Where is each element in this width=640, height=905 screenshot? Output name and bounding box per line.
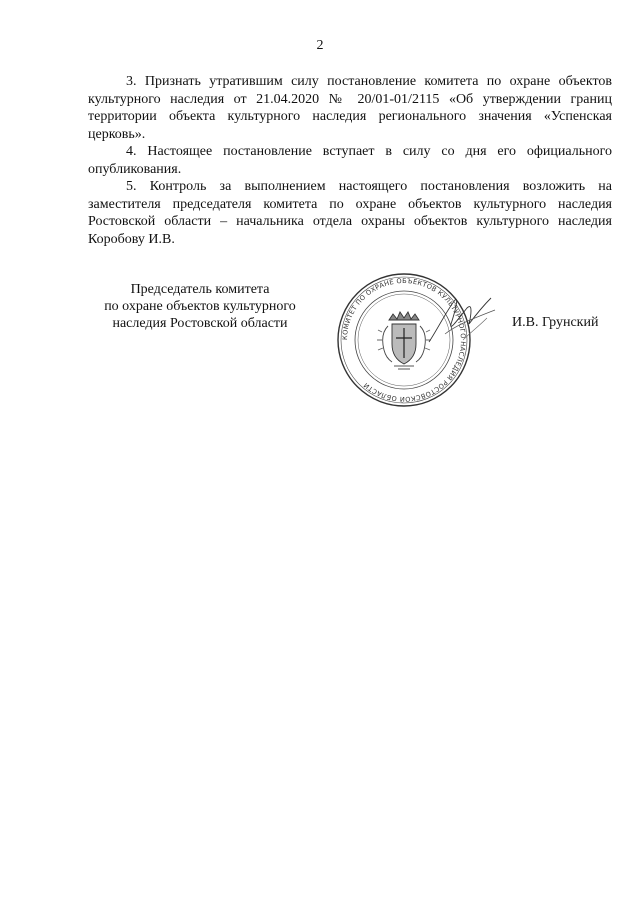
signer-title-line3: наследия Ростовской области — [112, 316, 288, 331]
signer-title-line2: по охране объектов культурного — [104, 299, 296, 314]
signer-name: И.В. Грунский — [512, 315, 599, 330]
handwritten-signature — [425, 290, 500, 350]
paragraph-4: 4. Настоящее постановление вступает в силу со дня его официального опубликования. — [88, 144, 612, 177]
coat-of-arms-icon — [377, 312, 431, 369]
signer-title — [80, 281, 320, 332]
signer-title-line1: Председатель комитета — [130, 282, 270, 297]
seal-outer-text: КОМИТЕТ ПО ОХРАНЕ ОБЪЕКТОВ КУЛЬТУРНОГО НАСЛЕДИЯ РОСТОВСКОЙ ОБЛАСТИ — [340, 276, 468, 404]
document-body — [88, 73, 612, 248]
paragraph-3: 3. Признать утратившим силу постановление комитета по охране объектов культурного наследия от 21.04.2020 № 20/01-01/2115 «Об утверждении границ территории объекта культурного наследия регионального значения «Успенская церковь». — [88, 74, 612, 142]
page-number: 2 — [316, 38, 324, 53]
paragraph-5: 5. Контроль за выполнением настоящего постановления возложить на заместителя председателя комитета по охране объектов культурного наследия Ростовской области – начальника отдела охраны объектов культурного наследия Коробову И.В. — [88, 179, 612, 247]
